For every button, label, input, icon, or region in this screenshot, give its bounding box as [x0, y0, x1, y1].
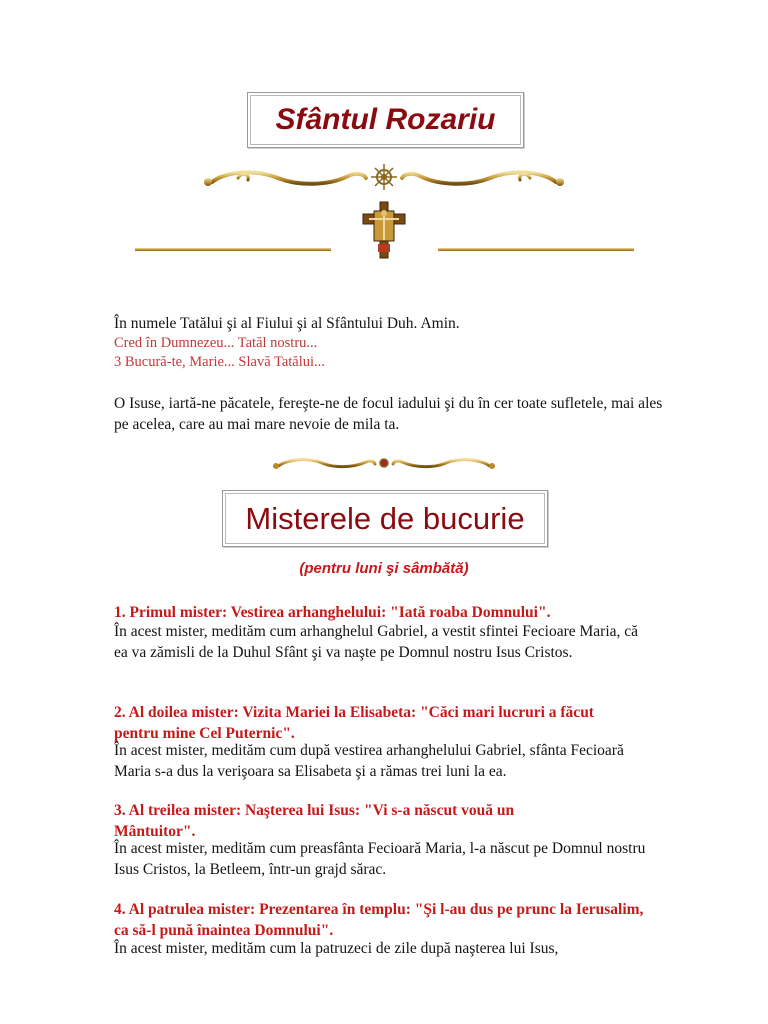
- mystery-1-heading: 1. Primul mister: Vestirea arhanghelului: "Iată roaba Domnului".: [114, 604, 551, 621]
- section-title: Misterele de bucurie: [245, 500, 525, 536]
- mystery-1-body: În acest mister, medităm cum arhanghelul Gabriel, a vestit sfintei Fecioare Maria, că ea va zămisli de la Duhul Sfânt şi va naşte pe Domnul nostru Isus Cristos.: [114, 623, 639, 661]
- prayer-line-2: Cred în Dumnezeu... Tatăl nostru...: [114, 335, 318, 351]
- fatima-prayer: O Isuse, iartă-ne păcatele, fereşte-ne de focul iadului şi du în cer toate sufletele, mai ales pe acelea, care au mai mare nevoie de mila ta.: [114, 395, 663, 433]
- mystery-4-body: În acest mister, medităm cum la patruzeci de zile după naşterea lui Isus,: [114, 940, 559, 957]
- mystery-4-heading: 4. Al patrulea mister: Prezentarea în templu: "Şi l-au dus pe prunc la Ierusalim, ca să-l pună înaintea Domnului".: [114, 901, 644, 939]
- section-subtitle: (pentru luni şi sâmbătă): [299, 560, 469, 577]
- mystery-2-heading: 2. Al doilea mister: Vizita Mariei la Elisabeta: "Căci mari lucruri a făcut pentru mine Cel Puternic".: [114, 704, 594, 742]
- prayer-line-1: În numele Tatălui şi al Fiului şi al Sfântului Duh. Amin.: [114, 315, 460, 332]
- crucifix-icon: [361, 200, 407, 260]
- section-title-box: [222, 490, 548, 547]
- scroll-ornament-small-icon: [270, 452, 498, 474]
- divider-right: [438, 248, 634, 251]
- mystery-3-heading: 3. Al treilea mister: Naşterea lui Isus: "Vi s-a născut vouă un Mântuitor".: [114, 802, 515, 840]
- title-box: [247, 92, 524, 148]
- divider-left: [135, 248, 331, 251]
- scroll-ornament-icon: [198, 160, 570, 194]
- mystery-2-body: În acest mister, medităm cum după vestirea arhanghelului Gabriel, sfânta Fecioară Maria s-a dus la verişoara sa Elisabeta şi a rămas trei luni la ea.: [114, 742, 624, 780]
- prayer-line-3: 3 Bucură-te, Marie... Slavă Tatălui...: [114, 354, 325, 370]
- page-title: Sfântul Rozariu: [275, 103, 496, 136]
- mystery-3-body: În acest mister, medităm cum preasfânta Fecioară Maria, l-a născut pe Domnul nostru Isus Cristos, la Betleem, într-un grajd sărac.: [114, 840, 646, 878]
